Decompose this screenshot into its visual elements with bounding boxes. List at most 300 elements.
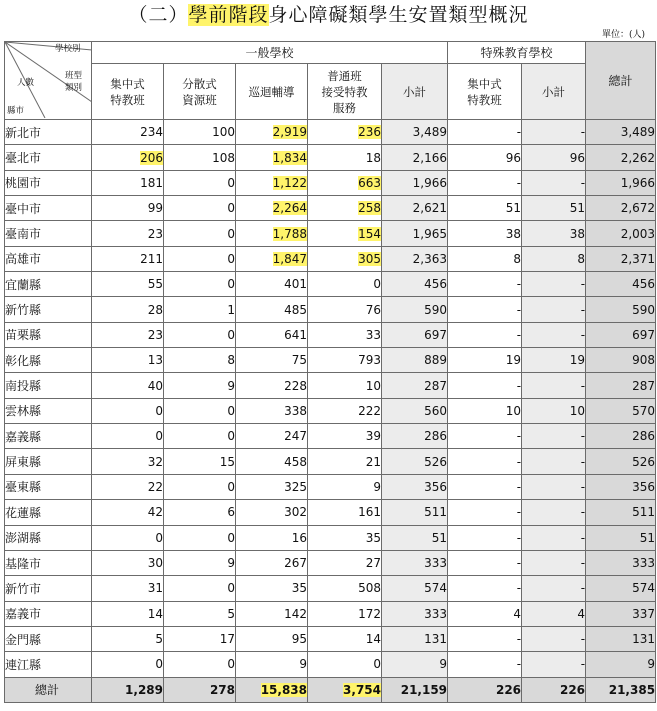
cell-col-6 — [522, 474, 586, 499]
table-row — [5, 424, 656, 449]
cell-value: 15 — [219, 454, 235, 469]
table-row — [5, 246, 656, 271]
cell-value: 3,754 — [343, 682, 381, 697]
cell-col-6 — [522, 398, 586, 423]
cell-col-4 — [382, 120, 448, 145]
cell-col-0 — [92, 500, 164, 525]
cell-col-7 — [586, 525, 656, 550]
table-row — [5, 449, 656, 474]
cell-value: 511 — [424, 505, 448, 520]
cell-value: 236 — [358, 125, 381, 140]
cell-value: 0 — [373, 657, 381, 672]
cell-value: - — [516, 632, 522, 647]
cell-col-4 — [382, 652, 448, 677]
cell-col-6 — [522, 449, 586, 474]
cell-value: 485 — [284, 302, 307, 317]
cell-col-7 — [586, 196, 656, 221]
county-name: 桃園市 — [5, 170, 92, 195]
cell-col-3 — [308, 120, 382, 145]
cell-col-0 — [92, 398, 164, 423]
cell-col-2 — [236, 576, 308, 601]
cell-col-6 — [522, 145, 586, 170]
cell-value: 0 — [227, 581, 235, 596]
cell-col-2 — [236, 550, 308, 575]
cell-value: - — [516, 530, 522, 545]
cell-value: - — [580, 632, 586, 647]
cell-col-7 — [586, 272, 656, 297]
cell-value: 18 — [365, 150, 381, 165]
column-header-2: 巡迴輔導 — [236, 64, 308, 120]
cell-col-2 — [236, 424, 308, 449]
cell-col-2 — [236, 120, 308, 145]
cell-value: 5 — [227, 606, 235, 621]
table-header — [5, 42, 656, 120]
cell-col-5 — [448, 500, 522, 525]
placement-table — [4, 41, 656, 703]
cell-value: 76 — [365, 302, 381, 317]
cell-value: 10 — [505, 403, 522, 418]
header-general-school: 一般學校 — [92, 42, 448, 64]
cell-value: 0 — [155, 530, 163, 545]
cell-col-5 — [448, 424, 522, 449]
cell-value: - — [516, 454, 522, 469]
cell-col-0 — [92, 322, 164, 347]
cell-value: - — [516, 505, 522, 520]
cell-value: 333 — [424, 606, 448, 621]
cell-col-7 — [586, 652, 656, 677]
table-body — [5, 120, 656, 703]
cell-value: 10 — [365, 378, 381, 393]
cell-col-3 — [308, 576, 382, 601]
cell-value: 1,966 — [412, 175, 448, 190]
cell-value: 10 — [569, 403, 586, 418]
cell-col-3 — [308, 525, 382, 550]
cell-value: 9 — [439, 657, 448, 672]
cell-value: 42 — [147, 505, 163, 520]
county-name: 臺南市 — [5, 221, 92, 246]
cell-value: 0 — [227, 327, 235, 342]
county-name: 澎湖縣 — [5, 525, 92, 550]
corner-school-label: 學校別 — [55, 44, 81, 54]
cell-col-6 — [522, 373, 586, 398]
cell-col-3 — [308, 424, 382, 449]
cell-value: 697 — [632, 327, 656, 342]
cell-col-6 — [522, 120, 586, 145]
page-title — [0, 2, 657, 28]
cell-col-2 — [236, 449, 308, 474]
cell-col-4 — [382, 626, 448, 651]
cell-col-6 — [522, 424, 586, 449]
cell-col-2 — [236, 677, 308, 702]
table-row — [5, 474, 656, 499]
cell-col-3 — [308, 373, 382, 398]
cell-col-3 — [308, 601, 382, 626]
cell-col-2 — [236, 398, 308, 423]
cell-col-6 — [522, 322, 586, 347]
column-header-3: 普通班 接受特教 服務 — [308, 64, 382, 120]
cell-col-4 — [382, 272, 448, 297]
cell-value: 590 — [632, 302, 656, 317]
cell-col-7 — [586, 601, 656, 626]
county-name: 彰化縣 — [5, 348, 92, 373]
cell-value: 51 — [431, 530, 448, 545]
cell-value: 793 — [358, 353, 381, 368]
cell-value: 206 — [140, 150, 163, 165]
cell-col-4 — [382, 373, 448, 398]
cell-col-6 — [522, 601, 586, 626]
column-header-5: 集中式 特教班 — [448, 64, 522, 120]
cell-value: 8 — [227, 353, 235, 368]
cell-value: 2,919 — [272, 125, 307, 140]
cell-col-4 — [382, 398, 448, 423]
cell-col-5 — [448, 297, 522, 322]
cell-col-5 — [448, 348, 522, 373]
cell-value: 100 — [212, 125, 235, 140]
cell-col-5 — [448, 525, 522, 550]
cell-value: 19 — [505, 353, 522, 368]
cell-col-2 — [236, 196, 308, 221]
cell-col-6 — [522, 550, 586, 575]
cell-col-6 — [522, 500, 586, 525]
county-name: 宜蘭縣 — [5, 272, 92, 297]
cell-value: 6 — [227, 505, 235, 520]
cell-value: 508 — [358, 581, 381, 596]
cell-col-0 — [92, 373, 164, 398]
cell-value: - — [516, 657, 522, 672]
cell-col-1 — [164, 652, 236, 677]
cell-col-4 — [382, 500, 448, 525]
cell-value: 28 — [147, 302, 163, 317]
cell-value: 286 — [632, 429, 656, 444]
county-name: 臺東縣 — [5, 474, 92, 499]
cell-value: 0 — [227, 201, 235, 216]
cell-col-7 — [586, 677, 656, 702]
cell-col-6 — [522, 196, 586, 221]
cell-col-7 — [586, 373, 656, 398]
cell-value: 0 — [227, 429, 235, 444]
cell-col-0 — [92, 196, 164, 221]
county-name: 屏東縣 — [5, 449, 92, 474]
cell-value: 456 — [632, 277, 656, 292]
cell-value: 0 — [373, 277, 381, 292]
county-name: 新北市 — [5, 120, 92, 145]
cell-col-4 — [382, 196, 448, 221]
cell-value: 590 — [424, 302, 448, 317]
cell-value: 161 — [358, 505, 381, 520]
title-prefix: （二） — [128, 4, 189, 26]
cell-value: 1,122 — [272, 175, 307, 190]
cell-value: - — [580, 454, 586, 469]
cell-col-1 — [164, 170, 236, 195]
cell-col-1 — [164, 348, 236, 373]
table-row — [5, 500, 656, 525]
cell-value: 1,788 — [272, 226, 307, 241]
column-header-6: 小計 — [522, 64, 586, 120]
cell-col-2 — [236, 525, 308, 550]
cell-value: - — [516, 556, 522, 571]
cell-col-0 — [92, 221, 164, 246]
cell-value: 27 — [365, 556, 381, 571]
cell-value: 8 — [513, 251, 522, 266]
cell-col-5 — [448, 474, 522, 499]
cell-col-5 — [448, 449, 522, 474]
table-row — [5, 626, 656, 651]
cell-col-5 — [448, 196, 522, 221]
cell-value: - — [580, 657, 586, 672]
cell-col-1 — [164, 424, 236, 449]
cell-col-7 — [586, 550, 656, 575]
cell-value: 356 — [632, 479, 656, 494]
cell-value: 108 — [212, 150, 235, 165]
cell-value: 30 — [147, 556, 163, 571]
cell-value: 9 — [299, 657, 307, 672]
cell-value: 31 — [147, 581, 163, 596]
cell-col-3 — [308, 652, 382, 677]
county-name: 金門縣 — [5, 626, 92, 651]
table-row — [5, 652, 656, 677]
cell-value: 51 — [569, 201, 586, 216]
cell-value: 2,672 — [620, 201, 656, 216]
county-name: 苗栗縣 — [5, 322, 92, 347]
cell-col-5 — [448, 373, 522, 398]
cell-col-5 — [448, 576, 522, 601]
county-name: 新竹市 — [5, 576, 92, 601]
table-row — [5, 221, 656, 246]
cell-value: 142 — [284, 606, 307, 621]
cell-value: 333 — [424, 556, 448, 571]
cell-value: 131 — [632, 632, 656, 647]
cell-value: 15,838 — [260, 682, 307, 697]
cell-value: - — [580, 556, 586, 571]
cell-col-4 — [382, 246, 448, 271]
cell-value: 1,289 — [125, 682, 163, 697]
cell-col-5 — [448, 601, 522, 626]
cell-col-3 — [308, 348, 382, 373]
cell-col-0 — [92, 272, 164, 297]
cell-col-3 — [308, 145, 382, 170]
table-row — [5, 170, 656, 195]
cell-col-4 — [382, 424, 448, 449]
cell-col-7 — [586, 170, 656, 195]
cell-value: 0 — [227, 403, 235, 418]
cell-value: 16 — [291, 530, 307, 545]
cell-value: 226 — [559, 682, 586, 697]
cell-col-3 — [308, 246, 382, 271]
header-special-school: 特殊教育學校 — [448, 42, 586, 64]
cell-value: 2,166 — [412, 150, 448, 165]
cell-col-7 — [586, 348, 656, 373]
cell-col-6 — [522, 677, 586, 702]
cell-value: - — [580, 125, 586, 140]
total-row — [5, 677, 656, 702]
cell-value: 1,965 — [412, 226, 448, 241]
table-row — [5, 601, 656, 626]
cell-col-0 — [92, 652, 164, 677]
table-row — [5, 322, 656, 347]
cell-col-1 — [164, 626, 236, 651]
county-name: 嘉義縣 — [5, 424, 92, 449]
cell-col-7 — [586, 424, 656, 449]
cell-col-7 — [586, 297, 656, 322]
table-row — [5, 576, 656, 601]
table-row — [5, 196, 656, 221]
county-name: 新竹縣 — [5, 297, 92, 322]
cell-value: 574 — [632, 581, 656, 596]
column-header-4: 小計 — [382, 64, 448, 120]
cell-value: 19 — [569, 353, 586, 368]
cell-value: 0 — [227, 530, 235, 545]
cell-col-5 — [448, 145, 522, 170]
cell-col-5 — [448, 272, 522, 297]
cell-value: 234 — [140, 125, 163, 140]
cell-col-0 — [92, 550, 164, 575]
cell-value: 1,966 — [620, 175, 656, 190]
county-name: 基隆市 — [5, 550, 92, 575]
cell-col-4 — [382, 677, 448, 702]
cell-col-1 — [164, 677, 236, 702]
corner-category-label: 類別 — [65, 83, 83, 93]
cell-col-6 — [522, 348, 586, 373]
cell-value: 154 — [358, 226, 381, 241]
cell-col-6 — [522, 221, 586, 246]
cell-col-1 — [164, 500, 236, 525]
county-name: 連江縣 — [5, 652, 92, 677]
cell-col-5 — [448, 170, 522, 195]
cell-col-2 — [236, 652, 308, 677]
cell-col-4 — [382, 550, 448, 575]
cell-col-3 — [308, 272, 382, 297]
cell-value: - — [516, 429, 522, 444]
cell-value: 0 — [227, 251, 235, 266]
cell-col-7 — [586, 474, 656, 499]
cell-value: 226 — [495, 682, 522, 697]
cell-col-1 — [164, 398, 236, 423]
cell-value: 96 — [569, 150, 586, 165]
cell-col-6 — [522, 626, 586, 651]
cell-col-1 — [164, 576, 236, 601]
cell-col-1 — [164, 474, 236, 499]
cell-value: 2,371 — [620, 251, 656, 266]
cell-value: 889 — [424, 353, 448, 368]
cell-col-7 — [586, 626, 656, 651]
corner-class-type-label: 班型 — [65, 71, 83, 81]
cell-value: 9 — [647, 657, 656, 672]
cell-value: 9 — [373, 479, 381, 494]
county-name: 臺北市 — [5, 145, 92, 170]
cell-value: 287 — [632, 378, 656, 393]
cell-value: 511 — [632, 505, 656, 520]
cell-value: - — [516, 327, 522, 342]
cell-col-2 — [236, 322, 308, 347]
cell-value: 22 — [147, 479, 163, 494]
title-rest: 身心障礙類學生安置類型概況 — [268, 4, 529, 26]
cell-col-4 — [382, 297, 448, 322]
cell-value: 908 — [632, 353, 656, 368]
cell-col-6 — [522, 576, 586, 601]
cell-col-4 — [382, 525, 448, 550]
cell-value: - — [580, 175, 586, 190]
cell-value: 13 — [147, 353, 163, 368]
county-name: 雲林縣 — [5, 398, 92, 423]
cell-col-5 — [448, 120, 522, 145]
cell-col-1 — [164, 145, 236, 170]
county-name: 嘉義市 — [5, 601, 92, 626]
cell-value: - — [580, 479, 586, 494]
cell-col-5 — [448, 626, 522, 651]
cell-col-2 — [236, 297, 308, 322]
cell-col-4 — [382, 322, 448, 347]
cell-col-3 — [308, 398, 382, 423]
cell-col-2 — [236, 246, 308, 271]
cell-col-6 — [522, 272, 586, 297]
cell-col-1 — [164, 221, 236, 246]
cell-col-5 — [448, 398, 522, 423]
cell-value: 4 — [577, 606, 586, 621]
cell-value: - — [580, 327, 586, 342]
total-label: 總計 — [5, 677, 92, 702]
cell-value: 2,621 — [412, 201, 448, 216]
cell-value: 1,834 — [272, 150, 307, 165]
table-row — [5, 348, 656, 373]
cell-value: 95 — [291, 632, 307, 647]
cell-col-0 — [92, 170, 164, 195]
cell-col-5 — [448, 246, 522, 271]
cell-value: 3,489 — [412, 125, 448, 140]
cell-col-4 — [382, 145, 448, 170]
cell-value: 333 — [632, 556, 656, 571]
cell-col-7 — [586, 221, 656, 246]
cell-value: 222 — [358, 403, 381, 418]
cell-value: 9 — [227, 556, 235, 571]
cell-value: 8 — [577, 251, 586, 266]
cell-value: 305 — [358, 251, 381, 266]
cell-value: - — [516, 125, 522, 140]
column-header-1: 分散式 資源班 — [164, 64, 236, 120]
cell-col-7 — [586, 398, 656, 423]
cell-value: 570 — [632, 403, 656, 418]
cell-value: 641 — [284, 327, 307, 342]
cell-value: 5 — [155, 632, 163, 647]
cell-col-2 — [236, 348, 308, 373]
cell-col-0 — [92, 626, 164, 651]
cell-value: 38 — [505, 226, 522, 241]
cell-col-0 — [92, 246, 164, 271]
cell-value: 286 — [424, 429, 448, 444]
cell-value: 14 — [147, 606, 163, 621]
cell-value: 287 — [424, 378, 448, 393]
cell-col-0 — [92, 576, 164, 601]
county-name: 花蓮縣 — [5, 500, 92, 525]
cell-col-7 — [586, 576, 656, 601]
cell-value: 2,264 — [272, 201, 307, 216]
cell-col-1 — [164, 373, 236, 398]
cell-col-7 — [586, 120, 656, 145]
cell-value: 2,363 — [412, 251, 448, 266]
cell-col-2 — [236, 626, 308, 651]
cell-value: 663 — [358, 175, 381, 190]
cell-value: 75 — [291, 353, 307, 368]
cell-value: 55 — [147, 277, 163, 292]
cell-value: 51 — [505, 201, 522, 216]
cell-value: - — [580, 505, 586, 520]
cell-value: 14 — [365, 632, 381, 647]
cell-col-3 — [308, 677, 382, 702]
cell-col-4 — [382, 601, 448, 626]
header-corner — [5, 42, 92, 120]
cell-value: - — [580, 277, 586, 292]
cell-value: 1,847 — [272, 251, 307, 266]
cell-value: 337 — [632, 606, 656, 621]
